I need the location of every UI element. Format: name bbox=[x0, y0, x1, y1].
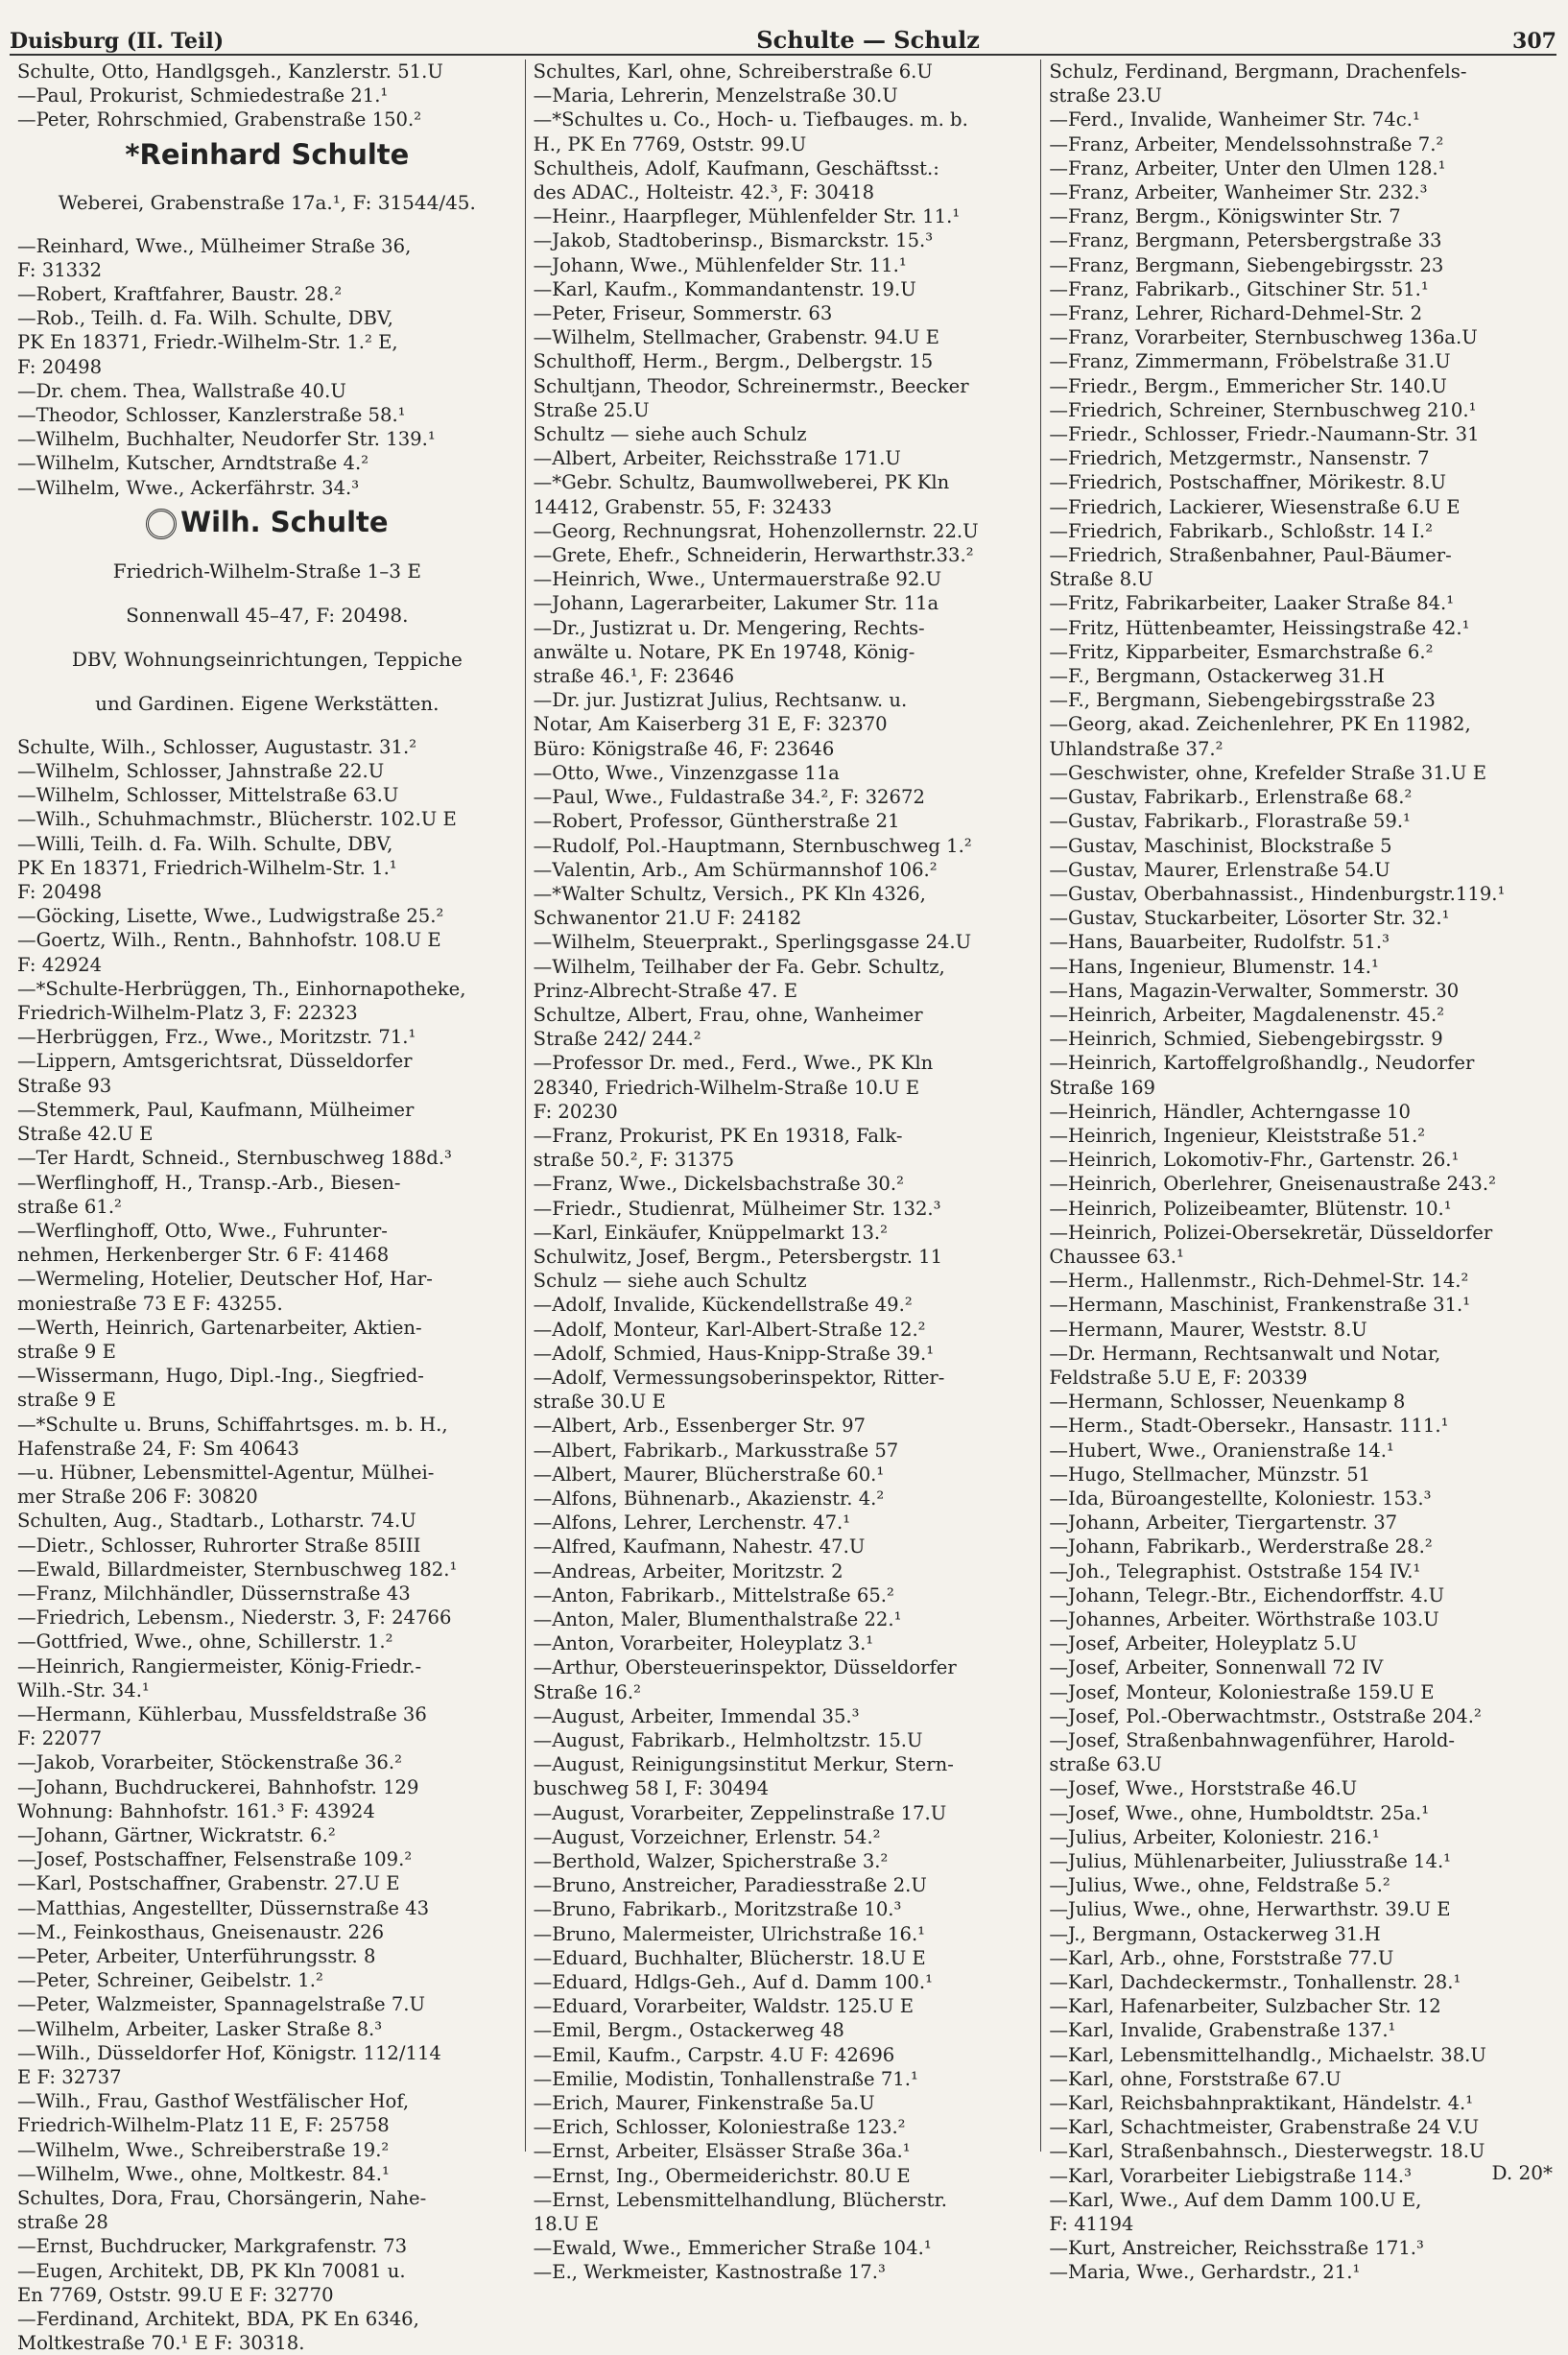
directory-entry: —Herm., Stadt-Obersekr., Hansastr. 111.¹ bbox=[1049, 1415, 1449, 1438]
directory-entry: F: 41194 bbox=[1049, 2213, 1134, 2236]
directory-entry: —Ewald, Billardmeister, Sternbuschweg 182.¹ bbox=[17, 1558, 458, 1581]
directory-entry: —Heinrich, Polizei-Obersekretär, Düsseldorfer bbox=[1049, 1221, 1493, 1244]
directory-entry: —Heinrich, Wwe., Untermauerstraße 92.U bbox=[533, 568, 942, 591]
directory-entry: —Ewald, Wwe., Emmericher Straße 104.¹ bbox=[533, 2237, 932, 2260]
directory-entry: —Anton, Fabrikarb., Mittelstraße 65.² bbox=[533, 1583, 894, 1606]
page-number: 307 bbox=[1512, 29, 1556, 54]
directory-entry: F: 20230 bbox=[533, 1100, 618, 1123]
directory-entry: —Heinrich, Oberlehrer, Gneisenaustraße 243.² bbox=[1049, 1173, 1496, 1196]
directory-entry: —Franz, Vorarbeiter, Sternbuschweg 136a.U bbox=[1049, 326, 1478, 349]
directory-entry: Friedrich-Wilhelm-Platz 3, F: 22323 bbox=[17, 1002, 358, 1025]
directory-entry: —Ferd., Invalide, Wanheimer Str. 74c.¹ bbox=[1049, 108, 1420, 131]
directory-entry: —Heinrich, Ingenieur, Kleiststraße 51.² bbox=[1049, 1124, 1426, 1147]
directory-entry: —Eduard, Hdlgs-Geh., Auf d. Damm 100.¹ bbox=[533, 1971, 933, 1994]
directory-entry: —Wilhelm, Buchhalter, Neudorfer Str. 139.¹ bbox=[17, 428, 436, 451]
directory-entry: —Heinrich, Händler, Achterngasse 10 bbox=[1049, 1100, 1411, 1123]
entries-2 bbox=[534, 59, 1033, 2285]
directory-entry: —Maria, Wwe., Gerhardstr., 21.¹ bbox=[1049, 2261, 1361, 2284]
directory-entry: —*Gebr. Schultz, Baumwollweberei, PK Kln bbox=[533, 471, 950, 494]
directory-entry: —Adolf, Schmied, Haus-Knipp-Straße 39.¹ bbox=[533, 1342, 935, 1365]
directory-entry: —Wermeling, Hotelier, Deutscher Hof, Har- bbox=[17, 1268, 433, 1291]
directory-entry: Uhlandstraße 37.² bbox=[1049, 737, 1224, 760]
directory-entry: —Rob., Teilh. d. Fa. Wilh. Schulte, DBV, bbox=[17, 307, 393, 330]
directory-entry: —Franz, Arbeiter, Wanheimer Str. 232.³ bbox=[1049, 181, 1428, 204]
directory-entry: —*Schultes u. Co., Hoch- u. Tiefbauges. m. b. bbox=[533, 108, 968, 131]
directory-entry: —Gustav, Fabrikarb., Erlenstraße 68.² bbox=[1049, 786, 1413, 809]
ad-line: Weberei, Grabenstraße 17a.¹, F: 31544/45. bbox=[58, 190, 476, 214]
directory-entry: —Wilhelm, Kutscher, Arndtstraße 4.² bbox=[17, 452, 369, 475]
directory-entry: —Gustav, Maschinist, Blockstraße 5 bbox=[1049, 834, 1392, 857]
directory-entry: —Heinrich, Schmied, Siebengebirgsstr. 9 bbox=[1049, 1028, 1443, 1051]
directory-entry: Chaussee 63.¹ bbox=[1049, 1245, 1184, 1268]
column-1 bbox=[10, 59, 525, 2355]
directory-entry: —Karl, Vorarbeiter Liebigstraße 114.³ bbox=[1049, 2164, 1412, 2187]
directory-entry: nehmen, Herkenberger Str. 6 F: 41468 bbox=[17, 1244, 390, 1267]
directory-entry: Straße 42.U E bbox=[17, 1123, 154, 1146]
directory-entry: En 7769, Oststr. 99.U E F: 32770 bbox=[17, 2283, 334, 2306]
directory-entry: —Karl, Schachtmeister, Grabenstraße 24 V.U bbox=[1049, 2116, 1480, 2139]
directory-entry: —Wilh., Schuhmachmstr., Blücherstr. 102.U E bbox=[17, 808, 457, 831]
directory-entry: Moltkestraße 70.¹ E F: 30318. bbox=[17, 2332, 305, 2355]
directory-entry: —Friedrich, Schreiner, Sternbuschweg 210.¹ bbox=[1049, 398, 1477, 421]
directory-entry: Schultz — siehe auch Schulz bbox=[533, 423, 807, 446]
directory-entry: 28340, Friedrich-Wilhelm-Straße 10.U E bbox=[533, 1076, 920, 1099]
directory-entry: Prinz-Albrecht-Straße 47. E bbox=[533, 979, 798, 1002]
directory-entry: —Emil, Bergm., Ostackerweg 48 bbox=[533, 2019, 844, 2042]
directory-entry: —Goertz, Wilh., Rentn., Bahnhofstr. 108.U E bbox=[17, 929, 441, 952]
directory-entry: —Andreas, Arbeiter, Moritzstr. 2 bbox=[533, 1559, 843, 1582]
directory-entry: —Josef, Wwe., Horststraße 46.U bbox=[1049, 1777, 1358, 1800]
directory-entry: —Karl, ohne, Forststraße 67.U bbox=[1049, 2067, 1342, 2090]
directory-entry: —*Schulte u. Bruns, Schiffahrtsges. m. b. H., bbox=[17, 1413, 448, 1436]
directory-entry: Wohnung: Bahnhofstr. 161.³ F: 43924 bbox=[17, 1799, 375, 1822]
directory-entry: —Josef, Arbeiter, Holeyplatz 5.U bbox=[1049, 1632, 1358, 1655]
directory-entry: —F., Bergmann, Siebengebirgsstraße 23 bbox=[1049, 689, 1436, 712]
directory-entry: —*Walter Schultz, Versich., PK Kln 4326, bbox=[533, 882, 926, 905]
directory-entry: —Heinrich, Rangiermeister, König-Friedr.- bbox=[17, 1654, 422, 1677]
directory-entry: —Eduard, Buchhalter, Blücherstr. 18.U E bbox=[533, 1946, 926, 1969]
directory-entry: Straße 169 bbox=[1049, 1076, 1155, 1099]
directory-entry: —Franz, Lehrer, Richard-Dehmel-Str. 2 bbox=[1049, 302, 1423, 325]
directory-entry: straße 50.², F: 31375 bbox=[533, 1149, 735, 1172]
directory-entry: Schultes, Karl, ohne, Schreiberstraße 6.U bbox=[533, 60, 933, 83]
directory-entry: —Matthias, Angestellter, Düssernstraße 43 bbox=[17, 1896, 430, 1919]
directory-entry: F: 22077 bbox=[17, 1727, 103, 1750]
directory-entry: Schulthoff, Herm., Bergm., Delbergstr. 15 bbox=[533, 350, 934, 373]
directory-entry: —Joh., Telegraphist. Oststraße 154 IV.¹ bbox=[1049, 1559, 1421, 1582]
directory-entry: Schultjann, Theodor, Schreinermstr., Beecker bbox=[533, 374, 969, 397]
directory-entry: —Franz, Arbeiter, Mendelssohnstraße 7.² bbox=[1049, 132, 1444, 155]
directory-entry: —Hans, Magazin-Verwalter, Sommerstr. 30 bbox=[1049, 979, 1460, 1002]
directory-entry: —Gustav, Maurer, Erlenstraße 54.U bbox=[1049, 858, 1390, 881]
directory-entry: —Karl, Straßenbahnsch., Diesterwegstr. 18.U bbox=[1049, 2140, 1485, 2163]
directory-entry: straße 9 E bbox=[17, 1389, 116, 1412]
ad-reinhard-schulte bbox=[17, 138, 517, 215]
directory-entry: Schulte, Otto, Handlgsgeh., Kanzlerstr. 51.U bbox=[17, 60, 443, 83]
directory-entry: —Dietr., Schlosser, Ruhrorter Straße 85III bbox=[17, 1534, 421, 1557]
directory-entry: —Franz, Bergm., Königswinter Str. 7 bbox=[1049, 205, 1401, 228]
directory-entry: —Josef, Arbeiter, Sonnenwall 72 IV bbox=[1049, 1656, 1384, 1679]
directory-entry: —Theodor, Schlosser, Kanzlerstraße 58.¹ bbox=[17, 404, 406, 427]
directory-entry: —Kurt, Anstreicher, Reichsstraße 171.³ bbox=[1049, 2237, 1424, 2260]
directory-entry: —Albert, Arb., Essenberger Str. 97 bbox=[533, 1415, 867, 1438]
directory-entry: Feldstraße 5.U E, F: 20339 bbox=[1049, 1366, 1308, 1389]
directory-entry: straße 9 E bbox=[17, 1340, 116, 1363]
entries-1a bbox=[17, 59, 517, 132]
directory-entry: —August, Vorzeichner, Erlenstr. 54.² bbox=[533, 1825, 881, 1848]
directory-entry: —Friedrich, Straßenbahner, Paul-Bäumer- bbox=[1049, 544, 1452, 567]
directory-entry: —M., Feinkosthaus, Gneisenaustr. 226 bbox=[17, 1920, 385, 1943]
directory-entry: PK En 18371, Friedrich-Wilhelm-Str. 1.¹ bbox=[17, 856, 397, 879]
directory-entry: —Karl, Dachdeckermstr., Tonhallenstr. 28.¹ bbox=[1049, 1971, 1461, 1994]
directory-entry: —August, Arbeiter, Immendal 35.³ bbox=[533, 1704, 860, 1727]
directory-entry: —Arthur, Obersteuerinspektor, Düsseldorfer bbox=[533, 1656, 957, 1679]
directory-entry: —Bruno, Anstreicher, Paradiesstraße 2.U bbox=[533, 1874, 927, 1897]
directory-entry: —Alfred, Kaufmann, Nahestr. 47.U bbox=[533, 1535, 866, 1558]
firm-logo-icon bbox=[146, 509, 177, 539]
header-names: Schulte — Schulz bbox=[756, 26, 980, 54]
directory-entry: —u. Hübner, Lebensmittel-Agentur, Mülhei- bbox=[17, 1461, 435, 1484]
directory-entry: —J., Bergmann, Ostackerweg 31.H bbox=[1049, 1922, 1381, 1945]
directory-entry: —Josef, Straßenbahnwagenführer, Harold- bbox=[1049, 1729, 1456, 1752]
directory-entry: moniestraße 73 E F: 43255. bbox=[17, 1292, 283, 1315]
entries-1c bbox=[17, 735, 517, 2355]
directory-entry: —Peter, Schreiner, Geibelstr. 1.² bbox=[17, 1969, 323, 1992]
directory-entry: —Gottfried, Wwe., ohne, Schillerstr. 1.² bbox=[17, 1630, 393, 1653]
directory-entry: —Otto, Wwe., Vinzenzgasse 11a bbox=[533, 761, 840, 784]
directory-entry: Schultes, Dora, Frau, Chorsängerin, Nahe- bbox=[17, 2187, 427, 2210]
directory-entry: —Eugen, Architekt, DB, PK Kln 70081 u. bbox=[17, 2259, 406, 2282]
directory-entry: —Professor Dr. med., Ferd., Wwe., PK Kln bbox=[533, 1052, 934, 1075]
header-city: Duisburg (II. Teil) bbox=[10, 29, 225, 54]
directory-entry: —Adolf, Invalide, Kückendellstraße 49.² bbox=[533, 1294, 913, 1317]
directory-entry: —Heinrich, Polizeibeamter, Blütenstr. 10.¹ bbox=[1049, 1197, 1452, 1220]
directory-entry: —Wilhelm, Schlosser, Jahnstraße 22.U bbox=[17, 760, 385, 783]
directory-entry: PK En 18371, Friedr.-Wilhelm-Str. 1.² E, bbox=[17, 331, 398, 354]
directory-entry: —*Schulte-Herbrüggen, Th., Einhornapotheke, bbox=[17, 977, 466, 1000]
directory-entry: —Johann, Buchdruckerei, Bahnhofstr. 129 bbox=[17, 1775, 419, 1798]
directory-entry: —Dr. jur. Justizrat Julius, Rechtsanw. u. bbox=[533, 689, 908, 712]
directory-entry: —Werth, Heinrich, Gartenarbeiter, Aktien- bbox=[17, 1316, 422, 1339]
directory-entry: —Friedr., Studienrat, Mülheimer Str. 132.³ bbox=[533, 1197, 941, 1220]
directory-entry: Hafenstraße 24, F: Sm 40643 bbox=[17, 1437, 299, 1460]
directory-entry: —Franz, Wwe., Dickelsbachstraße 30.² bbox=[533, 1173, 904, 1196]
entries-1b bbox=[17, 234, 517, 500]
directory-entry: Schulz — siehe auch Schultz bbox=[533, 1270, 807, 1293]
directory-entry: anwälte u. Notare, PK En 19748, König- bbox=[533, 640, 915, 663]
directory-entry: —August, Vorarbeiter, Zeppelinstraße 17.U bbox=[533, 1801, 947, 1824]
directory-entry: —Emilie, Modistin, Tonhallenstraße 71.¹ bbox=[533, 2067, 918, 2090]
directory-entry: —Peter, Friseur, Sommerstr. 63 bbox=[533, 302, 833, 325]
directory-entry: —Adolf, Vermessungsoberinspektor, Ritter- bbox=[533, 1366, 945, 1389]
directory-entry: —Wilhelm, Wwe., ohne, Moltkestr. 84.¹ bbox=[17, 2162, 390, 2185]
directory-entry: —Anton, Maler, Blumenthalstraße 22.¹ bbox=[533, 1608, 902, 1630]
directory-entry: —Albert, Arbeiter, Reichsstraße 171.U bbox=[533, 447, 901, 470]
page-footer: D. 20* bbox=[1491, 2161, 1553, 2184]
directory-entry: —Albert, Maurer, Blücherstraße 60.¹ bbox=[533, 1463, 885, 1486]
directory-entry: —Peter, Rohrschmied, Grabenstraße 150.² bbox=[17, 108, 422, 131]
directory-entry: —Heinrich, Lokomotiv-Fhr., Gartenstr. 26.¹ bbox=[1049, 1149, 1460, 1172]
directory-entry: —Georg, akad. Zeichenlehrer, PK En 11982, bbox=[1049, 713, 1471, 736]
directory-entry: —Julius, Wwe., ohne, Herwarthstr. 39.U E bbox=[1049, 1898, 1451, 1921]
ad-line: DBV, Wohnungseinrichtungen, Teppiche bbox=[71, 647, 463, 671]
ad-title: Wilh. Schulte bbox=[180, 505, 389, 538]
ad-line: Sonnenwall 45–47, F: 20498. bbox=[126, 603, 409, 627]
directory-entry: —Friedr., Schlosser, Friedr.-Naumann-Str. 31 bbox=[1049, 423, 1480, 446]
directory-entry: —Heinrich, Arbeiter, Magdalenenstr. 45.² bbox=[1049, 1003, 1445, 1026]
directory-entry: —Hermann, Schlosser, Neuenkamp 8 bbox=[1049, 1391, 1406, 1414]
directory-entry: —Georg, Rechnungsrat, Hohenzollernstr. 22.U bbox=[533, 519, 979, 542]
directory-entry: —Franz, Arbeiter, Unter den Ulmen 128.¹ bbox=[1049, 156, 1446, 179]
directory-entry: —Friedr., Bergm., Emmericher Str. 140.U bbox=[1049, 374, 1447, 397]
ad-lines bbox=[17, 190, 517, 215]
directory-entry: —Gustav, Oberbahnassist., Hindenburgstr.119.¹ bbox=[1049, 882, 1506, 905]
directory-entry: —Franz, Milchhändler, Düssernstraße 43 bbox=[17, 1582, 411, 1605]
directory-entry: —Fritz, Kipparbeiter, Esmarchstraße 6.² bbox=[1049, 640, 1434, 663]
directory-entry: —Erich, Maurer, Finkenstraße 5a.U bbox=[533, 2092, 875, 2115]
directory-entry: —Grete, Ehefr., Schneiderin, Herwarthstr.33.² bbox=[533, 544, 974, 567]
directory-entry: —Geschwister, ohne, Krefelder Straße 31.U E bbox=[1049, 761, 1487, 784]
directory-entry: —Gustav, Stuckarbeiter, Lösorter Str. 32.¹ bbox=[1049, 907, 1450, 930]
directory-entry: F: 42924 bbox=[17, 953, 103, 976]
directory-entry: —Johann, Fabrikarb., Werderstraße 28.² bbox=[1049, 1535, 1433, 1558]
directory-entry: Schulten, Aug., Stadtarb., Lotharstr. 74.U bbox=[17, 1510, 416, 1533]
directory-entry: —Ferdinand, Architekt, BDA, PK En 6346, bbox=[17, 2308, 419, 2331]
directory-entry: —Johann, Arbeiter, Tiergartenstr. 37 bbox=[1049, 1511, 1398, 1534]
directory-entry: —Wilhelm, Teilhaber der Fa. Gebr. Schultz, bbox=[533, 955, 945, 978]
directory-entry: —Valentin, Arb., Am Schürmannshof 106.² bbox=[533, 858, 938, 881]
directory-entry: —Paul, Wwe., Fuldastraße 34.², F: 32672 bbox=[533, 786, 925, 809]
directory-entry: —Friedrich, Lebensm., Niederstr. 3, F: 24766 bbox=[17, 1606, 452, 1629]
directory-entry: —Ernst, Lebensmittelhandlung, Blücherstr. bbox=[533, 2188, 947, 2211]
directory-entry: Notar, Am Kaiserberg 31 E, F: 32370 bbox=[533, 713, 888, 736]
directory-entry: —Julius, Mühlenarbeiter, Juliusstraße 14.¹ bbox=[1049, 1850, 1452, 1873]
ad-lines bbox=[17, 559, 517, 716]
directory-entry: —Reinhard, Wwe., Mülheimer Straße 36, bbox=[17, 234, 412, 257]
ad-wilh-schulte bbox=[17, 506, 517, 716]
directory-entry: 18.U E bbox=[533, 2213, 599, 2236]
directory-entry: —Karl, Arb., ohne, Forststraße 77.U bbox=[1049, 1946, 1394, 1969]
directory-entry: F: 31332 bbox=[17, 258, 103, 281]
directory-entry: Büro: Königstraße 46, F: 23646 bbox=[533, 737, 835, 760]
directory-entry: —Johann, Wwe., Mühlenfelder Str. 11.¹ bbox=[533, 253, 907, 276]
directory-entry: —Wilh., Frau, Gasthof Westfälischer Hof, bbox=[17, 2090, 410, 2113]
directory-entry: —Julius, Wwe., ohne, Feldstraße 5.² bbox=[1049, 1874, 1390, 1897]
directory-entry: —Hans, Ingenieur, Blumenstr. 14.¹ bbox=[1049, 955, 1379, 978]
directory-entry: —Franz, Bergmann, Siebengebirgsstr. 23 bbox=[1049, 253, 1444, 276]
directory-entry: des ADAC., Holteistr. 42.³, F: 30418 bbox=[533, 181, 875, 204]
directory-entry: —Wilhelm, Wwe., Ackerfährstr. 34.³ bbox=[17, 476, 360, 499]
directory-entry: —Berthold, Walzer, Spicherstraße 3.² bbox=[533, 1850, 889, 1873]
directory-entry: —Heinr., Haarpfleger, Mühlenfelder Str. 11.¹ bbox=[533, 205, 961, 228]
column-2 bbox=[525, 59, 1041, 2284]
directory-entry: —Ernst, Arbeiter, Elsässer Straße 36a.¹ bbox=[533, 2140, 911, 2163]
directory-entry: —Jakob, Vorarbeiter, Stöckenstraße 36.² bbox=[17, 1751, 402, 1774]
directory-entry: —Johannes, Arbeiter. Wörthstraße 103.U bbox=[1049, 1608, 1439, 1630]
directory-entry: —Ida, Büroangestellte, Koloniestr. 153.³ bbox=[1049, 1487, 1432, 1510]
directory-entry: F: 20498 bbox=[17, 355, 103, 378]
directory-entry: E F: 32737 bbox=[17, 2066, 122, 2089]
directory-entry: —Paul, Prokurist, Schmiedestraße 21.¹ bbox=[17, 84, 389, 107]
directory-entry: —F., Bergmann, Ostackerweg 31.H bbox=[1049, 665, 1385, 688]
directory-entry: —Dr. chem. Thea, Wallstraße 40.U bbox=[17, 379, 346, 402]
directory-entry: —August, Fabrikarb., Helmholtzstr. 15.U bbox=[533, 1729, 923, 1752]
directory-entry: —E., Werkmeister, Kastnostraße 17.³ bbox=[533, 2261, 886, 2284]
directory-entry: —Heinrich, Kartoffelgroßhandlg., Neudorfer bbox=[1049, 1052, 1475, 1075]
directory-entry: Schultheis, Adolf, Kaufmann, Geschäftsst.: bbox=[533, 156, 939, 179]
directory-entry: —Franz, Zimmermann, Fröbelstraße 31.U bbox=[1049, 350, 1451, 373]
directory-entry: —Herbrüggen, Frz., Wwe., Moritzstr. 71.¹ bbox=[17, 1026, 416, 1049]
directory-entry: —Herm., Hallenmstr., Rich-Dehmel-Str. 14.² bbox=[1049, 1270, 1469, 1293]
directory-entry: H., PK En 7769, Oststr. 99.U bbox=[533, 132, 807, 155]
directory-entry: —Karl, Postschaffner, Grabenstr. 27.U E bbox=[17, 1872, 400, 1895]
directory-entry: buschweg 58 I, F: 30494 bbox=[533, 1777, 770, 1800]
directory-entry: —Stemmerk, Paul, Kaufmann, Mülheimer bbox=[17, 1098, 415, 1121]
ad-line: und Gardinen. Eigene Werkstätten. bbox=[95, 691, 440, 715]
directory-entry: —Jakob, Stadtoberinsp., Bismarckstr. 15.³ bbox=[533, 229, 934, 252]
directory-entry: Straße 8.U bbox=[1049, 568, 1153, 591]
directory-entry: —Karl, Invalide, Grabenstraße 137.¹ bbox=[1049, 2019, 1396, 2042]
directory-entry: Friedrich-Wilhelm-Platz 11 E, F: 25758 bbox=[17, 2114, 390, 2137]
directory-entry: —Adolf, Monteur, Karl-Albert-Straße 12.² bbox=[533, 1318, 926, 1341]
directory-entry: —Peter, Walzmeister, Spannagelstraße 7.U bbox=[17, 1993, 426, 2016]
directory-entry: —Karl, Lebensmittelhandlg., Michaelstr. 38.U bbox=[1049, 2043, 1486, 2066]
directory-entry: —Franz, Prokurist, PK En 19318, Falk- bbox=[533, 1124, 903, 1147]
directory-entry: —Josef, Pol.-Oberwachtmstr., Oststraße 204.² bbox=[1049, 1704, 1482, 1727]
directory-entry: —Göcking, Lisette, Wwe., Ludwigstraße 25.² bbox=[17, 905, 444, 928]
directory-entry: —Friedrich, Postschaffner, Mörikestr. 8.U bbox=[1049, 471, 1447, 494]
directory-entry: —Ernst, Buchdrucker, Markgrafenstr. 73 bbox=[17, 2235, 408, 2258]
directory-entry: —Fritz, Hüttenbeamter, Heissingstraße 42.¹ bbox=[1049, 616, 1470, 639]
directory-entry: —Johann, Telegr.-Btr., Eichendorffstr. 4.U bbox=[1049, 1583, 1445, 1606]
directory-entry: straße 30.U E bbox=[533, 1391, 666, 1414]
directory-entry: —Hermann, Maschinist, Frankenstraße 31.¹ bbox=[1049, 1294, 1471, 1317]
directory-entry: Straße 242/ 244.² bbox=[533, 1028, 701, 1051]
directory-entry: —Friedrich, Lackierer, Wiesenstraße 6.U E bbox=[1049, 495, 1461, 518]
directory-entry: F: 20498 bbox=[17, 881, 103, 904]
directory-entry: Schultze, Albert, Frau, ohne, Wanheimer bbox=[533, 1003, 923, 1026]
directory-entry: Schwanentor 21.U F: 24182 bbox=[533, 907, 802, 930]
directory-entry: —Hermann, Kühlerbau, Mussfeldstraße 36 bbox=[17, 1702, 427, 1725]
entries-3 bbox=[1049, 59, 1549, 2285]
directory-entry: —Robert, Kraftfahrer, Baustr. 28.² bbox=[17, 283, 343, 306]
directory-entry: —Werflinghoff, Otto, Wwe., Fuhrunter- bbox=[17, 1219, 388, 1242]
directory-entry: —Rudolf, Pol.-Hauptmann, Sternbuschweg 1.² bbox=[533, 834, 972, 857]
directory-entry: —Alfons, Bühnenarb., Akazienstr. 4.² bbox=[533, 1487, 885, 1510]
directory-entry: —Bruno, Fabrikarb., Moritzstraße 10.³ bbox=[533, 1898, 902, 1921]
directory-entry: —Eduard, Vorarbeiter, Waldstr. 125.U E bbox=[533, 1995, 915, 2018]
directory-entry: —Friedrich, Metzgermstr., Nansenstr. 7 bbox=[1049, 447, 1430, 470]
directory-entry: —Peter, Arbeiter, Unterführungsstr. 8 bbox=[17, 1945, 376, 1967]
directory-entry: Schulte, Wilh., Schlosser, Augustastr. 31.² bbox=[17, 735, 417, 758]
directory-entry: —August, Reinigungsinstitut Merkur, Stern- bbox=[533, 1753, 954, 1776]
directory-entry: Straße 25.U bbox=[533, 398, 650, 421]
directory-entry: —Wilhelm, Arbeiter, Lasker Straße 8.³ bbox=[17, 2017, 383, 2040]
directory-entry: —Wilhelm, Wwe., Schreiberstraße 19.² bbox=[17, 2138, 390, 2161]
directory-entry: —Bruno, Malermeister, Ulrichstraße 16.¹ bbox=[533, 1922, 926, 1945]
directory-entry: —Hugo, Stellmacher, Münzstr. 51 bbox=[1049, 1463, 1371, 1486]
directory-entry: —Willi, Teilh. d. Fa. Wilh. Schulte, DBV, bbox=[17, 832, 393, 855]
directory-entry: —Hans, Bauarbeiter, Rudolfstr. 51.³ bbox=[1049, 931, 1390, 954]
directory-entry: —Robert, Professor, Güntherstraße 21 bbox=[533, 810, 900, 833]
directory-entry: —Josef, Monteur, Koloniestraße 159.U E bbox=[1049, 1680, 1435, 1703]
directory-entry: —Wissermann, Hugo, Dipl.-Ing., Siegfried- bbox=[17, 1365, 424, 1388]
directory-entry: —Josef, Wwe., ohne, Humboldtstr. 25a.¹ bbox=[1049, 1801, 1430, 1824]
directory-entry: —Erich, Schlosser, Koloniestraße 123.² bbox=[533, 2116, 906, 2139]
directory-entry: Straße 16.² bbox=[533, 1680, 641, 1703]
directory-entry: —Friedrich, Fabrikarb., Schloßstr. 14 I.² bbox=[1049, 519, 1434, 542]
directory-entry: —Wilhelm, Steuerprakt., Sperlingsgasse 24.U bbox=[533, 931, 972, 954]
directory-entry: straße 63.U bbox=[1049, 1753, 1162, 1776]
directory-entry: —Johann, Lagerarbeiter, Lakumer Str. 11a bbox=[533, 592, 939, 615]
directory-entry: —Julius, Arbeiter, Koloniestr. 216.¹ bbox=[1049, 1825, 1380, 1848]
directory-entry: straße 23.U bbox=[1049, 84, 1162, 107]
directory-entry: —Werflinghoff, H., Transp.-Arb., Biesen- bbox=[17, 1171, 401, 1194]
directory-entry: straße 61.² bbox=[17, 1195, 122, 1218]
directory-entry: —Dr., Justizrat u. Dr. Mengering, Rechts- bbox=[533, 616, 925, 639]
directory-entry: —Karl, Hafenarbeiter, Sulzbacher Str. 12 bbox=[1049, 1995, 1441, 2018]
directory-entry: —Ernst, Ing., Obermeiderichstr. 80.U E bbox=[533, 2164, 911, 2187]
directory-entry: —Maria, Lehrerin, Menzelstraße 30.U bbox=[533, 84, 898, 107]
directory-entry: —Johann, Gärtner, Wickratstr. 6.² bbox=[17, 1823, 336, 1846]
directory-entry: —Lippern, Amtsgerichtsrat, Düsseldorfer bbox=[17, 1050, 413, 1073]
directory-entry: —Karl, Wwe., Auf dem Damm 100.U E, bbox=[1049, 2188, 1422, 2211]
ad-title: *Reinhard Schulte bbox=[125, 137, 410, 171]
directory-entry: Wilh.-Str. 34.¹ bbox=[17, 1678, 150, 1701]
directory-entry: —Alfons, Lehrer, Lerchenstr. 47.¹ bbox=[533, 1511, 851, 1534]
directory-entry: straße 28 bbox=[17, 2211, 108, 2234]
directory-entry: —Franz, Bergmann, Petersbergstraße 33 bbox=[1049, 229, 1442, 252]
directory-entry: straße 46.¹, F: 23646 bbox=[533, 665, 735, 688]
directory-entry: Schulz, Ferdinand, Bergmann, Drachenfels- bbox=[1049, 60, 1467, 83]
directory-entry: —Emil, Kaufm., Carpstr. 4.U F: 42696 bbox=[533, 2043, 895, 2066]
directory-entry: —Karl, Kaufm., Kommandantenstr. 19.U bbox=[533, 277, 916, 300]
ad-line: Friedrich-Wilhelm-Straße 1–3 E bbox=[112, 559, 421, 583]
directory-entry: —Hubert, Wwe., Oranienstraße 14.¹ bbox=[1049, 1439, 1394, 1462]
directory-entry: —Anton, Vorarbeiter, Holeyplatz 3.¹ bbox=[533, 1632, 874, 1655]
ad-title-wrap bbox=[17, 506, 517, 539]
directory-entry: —Hermann, Maurer, Weststr. 8.U bbox=[1049, 1318, 1367, 1341]
directory-entry: mer Straße 206 F: 30820 bbox=[17, 1486, 258, 1509]
directory-entry: —Josef, Postschaffner, Felsenstraße 109.² bbox=[17, 1848, 413, 1871]
directory-entry: —Ter Hardt, Schneid., Sternbuschweg 188d.³ bbox=[17, 1147, 452, 1170]
directory-entry: —Wilh., Düsseldorfer Hof, Königstr. 112/114 bbox=[17, 2041, 441, 2064]
directory-entry: Schulwitz, Josef, Bergm., Petersbergstr. 11 bbox=[533, 1245, 943, 1268]
directory-entry: —Karl, Einkäufer, Knüppelmarkt 13.² bbox=[533, 1221, 888, 1244]
directory-entry: —Wilhelm, Schlosser, Mittelstraße 63.U bbox=[17, 784, 399, 807]
directory-entry: —Karl, Reichsbahnpraktikant, Händelstr. 4.¹ bbox=[1049, 2092, 1474, 2115]
directory-entry: —Fritz, Fabrikarbeiter, Laaker Straße 84.¹ bbox=[1049, 592, 1455, 615]
directory-entry: —Gustav, Fabrikarb., Florastraße 59.¹ bbox=[1049, 810, 1411, 833]
directory-entry: Straße 93 bbox=[17, 1074, 112, 1097]
directory-entry: 14412, Grabenstr. 55, F: 32433 bbox=[533, 495, 832, 518]
directory-entry: —Franz, Fabrikarb., Gitschiner Str. 51.¹ bbox=[1049, 277, 1429, 300]
directory-entry: —Albert, Fabrikarb., Markusstraße 57 bbox=[533, 1439, 899, 1462]
directory-entry: —Wilhelm, Stellmacher, Grabenstr. 94.U E bbox=[533, 326, 939, 349]
page-header bbox=[10, 17, 1556, 56]
directory-entry: —Dr. Hermann, Rechtsanwalt und Notar, bbox=[1049, 1342, 1441, 1365]
